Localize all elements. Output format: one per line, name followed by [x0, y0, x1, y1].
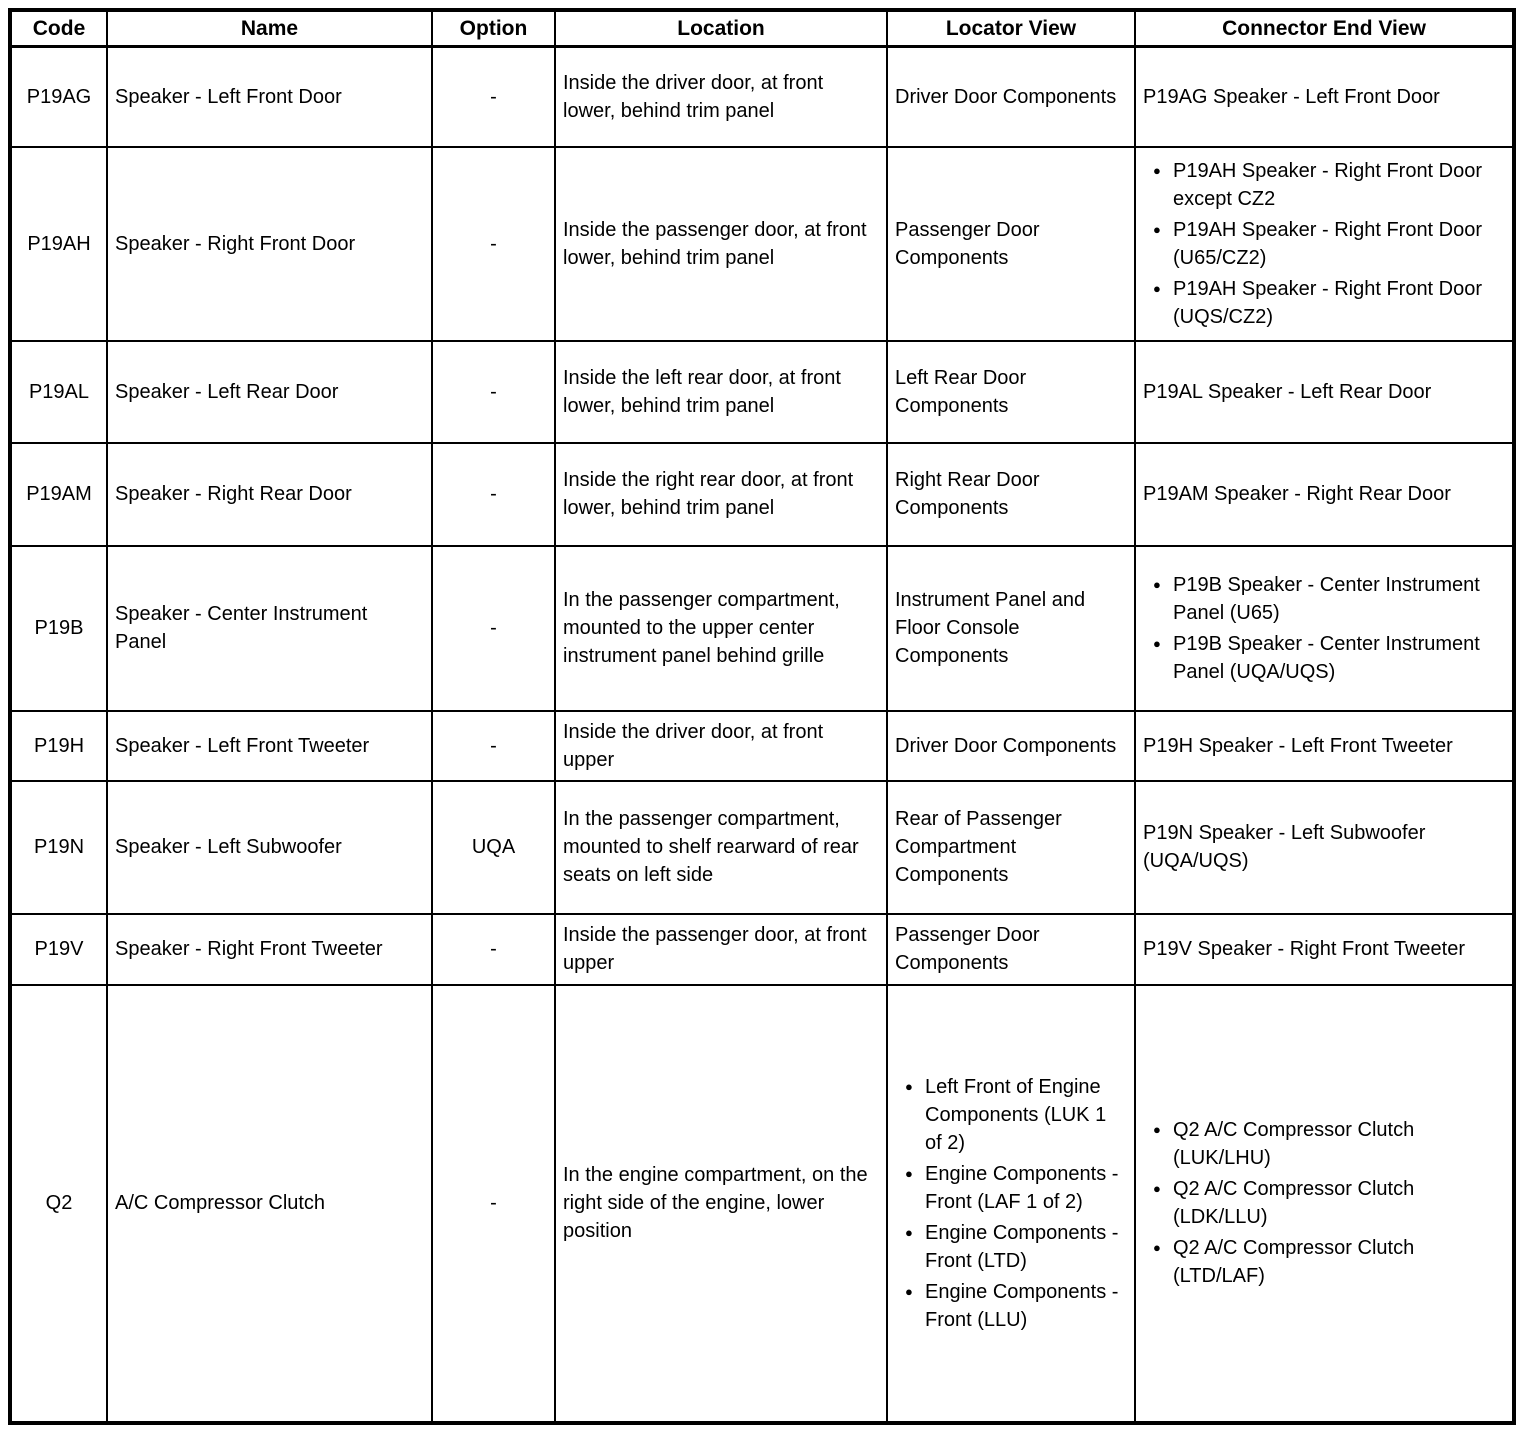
- table-row: [10, 47, 1514, 147]
- cell-code: P19V: [10, 914, 107, 985]
- cell-connector-end-view: P19AM Speaker - Right Rear Door: [1135, 443, 1514, 546]
- cell-name: Speaker - Left Front Door: [107, 47, 432, 147]
- bullet-item-text: P19AH Speaker - Right Front Door except CZ2: [1173, 159, 1483, 210]
- cell-code: P19AM: [10, 443, 107, 546]
- cell-connector-end-view: P19N Speaker - Left Subwoofer (UQA/UQS): [1135, 781, 1514, 914]
- cell-locator-view: Passenger Door Components: [887, 147, 1135, 341]
- table-row: [10, 546, 1514, 711]
- table-row: [10, 341, 1514, 443]
- bullet-list-item: [895, 1073, 1127, 1157]
- bullet-list: [1143, 569, 1505, 688]
- bullet-list-item: [895, 1278, 1127, 1334]
- bullet-icon: ●: [1153, 280, 1161, 296]
- cell-option: -: [432, 546, 555, 711]
- cell-code: P19AL: [10, 341, 107, 443]
- bullet-icon: ●: [1153, 635, 1161, 651]
- bullet-icon: ●: [905, 1224, 913, 1240]
- column-header-option: Option: [432, 10, 555, 47]
- table-row: [10, 711, 1514, 781]
- cell-option: -: [432, 985, 555, 1423]
- cell-name: Speaker - Right Front Tweeter: [107, 914, 432, 985]
- cell-connector-end-view: P19AG Speaker - Left Front Door: [1135, 47, 1514, 147]
- bullet-list-item: [1143, 157, 1505, 213]
- column-header-location: Location: [555, 10, 887, 47]
- cell-location: Inside the driver door, at front lower, behind trim panel: [555, 47, 887, 147]
- cell-connector-end-view: P19H Speaker - Left Front Tweeter: [1135, 711, 1514, 781]
- bullet-item-text: P19B Speaker - Center Instrument Panel (U65): [1173, 573, 1480, 624]
- cell-name: Speaker - Left Front Tweeter: [107, 711, 432, 781]
- table-row: [10, 781, 1514, 914]
- bullet-item-text: Engine Components - Front (LTD): [925, 1221, 1119, 1272]
- cell-option: -: [432, 443, 555, 546]
- column-header-locator-view: Locator View: [887, 10, 1135, 47]
- bullet-list-item: [895, 1160, 1127, 1216]
- cell-locator-view: Driver Door Components: [887, 47, 1135, 147]
- cell-location: Inside the passenger door, at front lower, behind trim panel: [555, 147, 887, 341]
- bullet-item-text: Engine Components - Front (LAF 1 of 2): [925, 1162, 1119, 1213]
- bullet-list-item: [895, 1219, 1127, 1275]
- bullet-item-text: Q2 A/C Compressor Clutch (LDK/LLU): [1173, 1178, 1415, 1229]
- bullet-icon: ●: [1153, 221, 1161, 237]
- cell-code: P19H: [10, 711, 107, 781]
- bullet-list-item: [1143, 275, 1505, 331]
- cell-locator-view: [887, 985, 1135, 1423]
- cell-name: Speaker - Left Subwoofer: [107, 781, 432, 914]
- bullet-icon: ●: [905, 1165, 913, 1181]
- cell-code: Q2: [10, 985, 107, 1423]
- bullet-icon: ●: [905, 1078, 913, 1094]
- bullet-list-item: [1143, 1175, 1505, 1231]
- cell-name: Speaker - Right Front Door: [107, 147, 432, 341]
- bullet-list: [1143, 155, 1505, 333]
- bullet-icon: ●: [1153, 162, 1161, 178]
- bullet-icon: ●: [1153, 1240, 1161, 1256]
- cell-name: Speaker - Left Rear Door: [107, 341, 432, 443]
- bullet-icon: ●: [1153, 1122, 1161, 1138]
- bullet-item-text: Left Front of Engine Components (LUK 1 of 2): [925, 1075, 1107, 1154]
- cell-location: Inside the left rear door, at front lower, behind trim panel: [555, 341, 887, 443]
- cell-option: -: [432, 47, 555, 147]
- cell-location: Inside the passenger door, at front upper: [555, 914, 887, 985]
- cell-option: -: [432, 914, 555, 985]
- table-row: [10, 147, 1514, 341]
- cell-code: P19AG: [10, 47, 107, 147]
- bullet-item-text: P19AH Speaker - Right Front Door (U65/CZ2): [1173, 218, 1483, 269]
- cell-locator-view: Driver Door Components: [887, 711, 1135, 781]
- bullet-item-text: Q2 A/C Compressor Clutch (LTD/LAF): [1173, 1237, 1415, 1288]
- cell-location: Inside the driver door, at front upper: [555, 711, 887, 781]
- bullet-list: [1143, 1114, 1505, 1292]
- bullet-list-item: [1143, 1234, 1505, 1290]
- cell-locator-view: Left Rear Door Components: [887, 341, 1135, 443]
- cell-name: Speaker - Right Rear Door: [107, 443, 432, 546]
- cell-location: Inside the right rear door, at front lower, behind trim panel: [555, 443, 887, 546]
- table-row: [10, 914, 1514, 985]
- table-row: [10, 985, 1514, 1423]
- cell-connector-end-view: [1135, 147, 1514, 341]
- cell-name: Speaker - Center Instrument Panel: [107, 546, 432, 711]
- cell-option: -: [432, 711, 555, 781]
- cell-code: P19N: [10, 781, 107, 914]
- cell-option: -: [432, 341, 555, 443]
- bullet-list-item: [1143, 571, 1505, 627]
- cell-connector-end-view: P19AL Speaker - Left Rear Door: [1135, 341, 1514, 443]
- bullet-icon: ●: [1153, 1181, 1161, 1197]
- cell-locator-view: Rear of Passenger Compartment Components: [887, 781, 1135, 914]
- bullet-list-item: [1143, 1116, 1505, 1172]
- bullet-item-text: P19B Speaker - Center Instrument Panel (UQA/UQS): [1173, 632, 1480, 683]
- header-row: [10, 10, 1514, 47]
- cell-location: In the passenger compartment, mounted to the upper center instrument panel behind grille: [555, 546, 887, 711]
- cell-connector-end-view: [1135, 985, 1514, 1423]
- column-header-code: Code: [10, 10, 107, 47]
- bullet-list-item: [1143, 216, 1505, 272]
- cell-location: In the engine compartment, on the right side of the engine, lower position: [555, 985, 887, 1423]
- cell-option: -: [432, 147, 555, 341]
- cell-locator-view: Right Rear Door Components: [887, 443, 1135, 546]
- cell-connector-end-view: P19V Speaker - Right Front Tweeter: [1135, 914, 1514, 985]
- bullet-list: [895, 1071, 1127, 1336]
- component-locator-table: [8, 8, 1516, 1425]
- bullet-icon: ●: [905, 1283, 913, 1299]
- bullet-item-text: Q2 A/C Compressor Clutch (LUK/LHU): [1173, 1119, 1415, 1170]
- cell-locator-view: Instrument Panel and Floor Console Components: [887, 546, 1135, 711]
- column-header-name: Name: [107, 10, 432, 47]
- cell-code: P19B: [10, 546, 107, 711]
- cell-locator-view: Passenger Door Components: [887, 914, 1135, 985]
- cell-name: A/C Compressor Clutch: [107, 985, 432, 1423]
- cell-option: UQA: [432, 781, 555, 914]
- bullet-item-text: P19AH Speaker - Right Front Door (UQS/CZ2): [1173, 277, 1483, 328]
- cell-connector-end-view: [1135, 546, 1514, 711]
- cell-code: P19AH: [10, 147, 107, 341]
- bullet-item-text: Engine Components - Front (LLU): [925, 1280, 1119, 1331]
- bullet-icon: ●: [1153, 576, 1161, 592]
- bullet-list-item: [1143, 630, 1505, 686]
- table-row: [10, 443, 1514, 546]
- column-header-connector-end-view: Connector End View: [1135, 10, 1514, 47]
- cell-location: In the passenger compartment, mounted to shelf rearward of rear seats on left side: [555, 781, 887, 914]
